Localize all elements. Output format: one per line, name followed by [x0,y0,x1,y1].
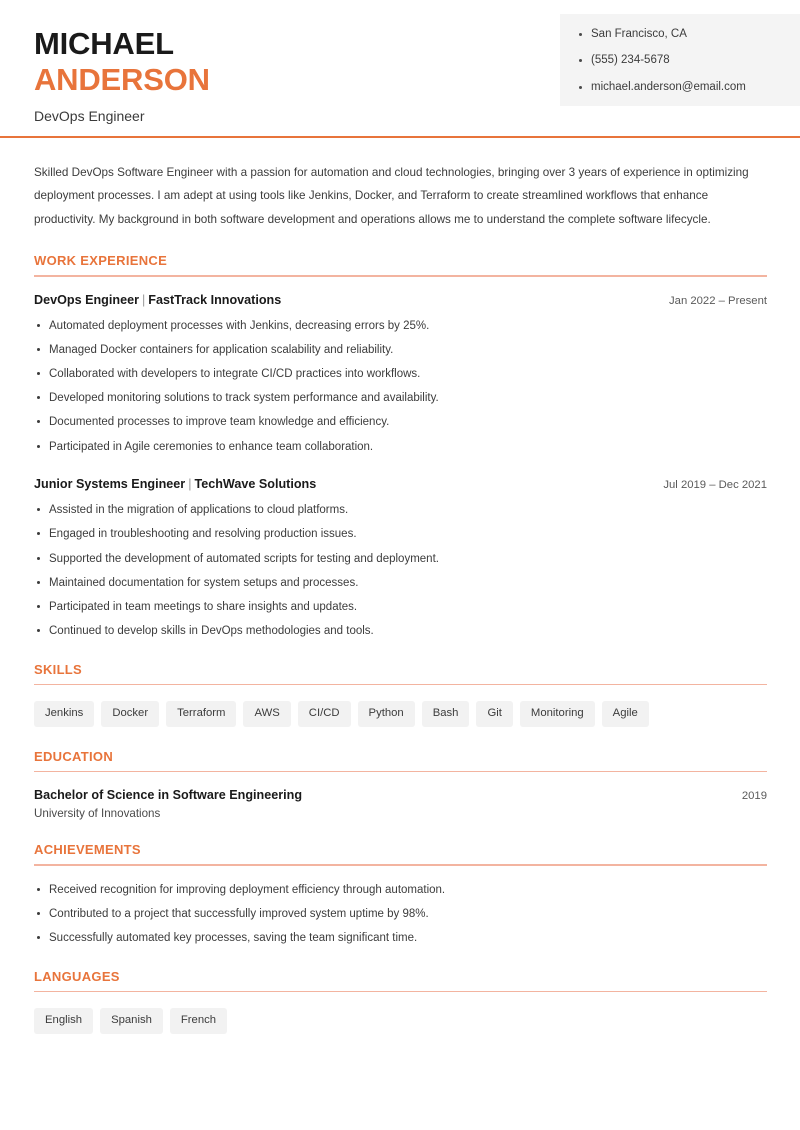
section-education [34,749,767,821]
bullet-item: Managed Docker containers for application scalability and reliability. [34,342,767,359]
section-achievements [34,842,767,947]
contact-phone-text: (555) 234-5678 [591,54,670,67]
first-name: MICHAEL [34,26,174,61]
experience-bullets [34,502,767,640]
contact-item-phone [578,54,786,68]
experience-date: Jul 2019 – Dec 2021 [663,479,767,492]
experience-company: TechWave Solutions [194,477,317,492]
education-entry [34,788,767,820]
experience-date: Jan 2022 – Present [669,294,767,307]
header-identity [0,0,210,124]
header-divider [0,136,800,138]
job-title: DevOps Engineer [34,108,145,125]
skill-chip: CI/CD [298,701,351,726]
experience-entry-head [34,293,767,307]
bullet-item: Engaged in troubleshooting and resolving production issues. [34,526,767,543]
contact-item-email[interactable] [578,81,786,95]
bullet-item: Developed monitoring solutions to track system performance and availability. [34,390,767,407]
skill-chip: Agile [602,701,649,726]
title-separator: | [188,477,192,492]
section-title-education: EDUCATION [34,748,114,764]
skill-chip: Jenkins [34,701,94,726]
language-chip: French [170,1008,227,1033]
contact-item-location [578,28,786,42]
language-chip: Spanish [100,1008,163,1033]
skill-chip: AWS [243,701,290,726]
experience-bullets [34,318,767,456]
last-name: ANDERSON [34,61,210,97]
bullet-item: Assisted in the migration of applications to cloud platforms. [34,502,767,519]
section-work-experience [34,253,767,640]
professional-summary: Skilled DevOps Software Engineer with a passion for automation and cloud technologies, bringing over 3 years of experience in optimizing deployment processes. I am adept at using tools like Jenkins, Docker, and Terraform to create streamlined workflows that enhance productivity. My background in both software development and operations allows me to understand the complete software lifecycle. [34,166,749,226]
section-rule [34,275,767,277]
experience-role: DevOps Engineer [34,292,139,307]
section-title-work-experience: WORK EXPERIENCE [34,253,168,269]
skill-chip: Bash [422,701,470,726]
resume-body [0,161,800,1034]
bullet-item: Collaborated with developers to integrate CI/CD practices into workflows. [34,366,767,383]
section-rule [34,991,767,993]
skill-chip: Python [358,701,415,726]
section-languages [34,969,767,1034]
section-title-achievements: ACHIEVEMENTS [34,842,141,858]
experience-role: Junior Systems Engineer [34,477,186,492]
language-chip: English [34,1008,93,1033]
title-separator: | [141,292,146,307]
resume-header [0,0,800,137]
bullet-item: Maintained documentation for system setups and processes. [34,575,767,592]
section-rule [34,864,767,866]
education-degree: Bachelor of Science in Software Engineering [34,788,303,803]
contact-list [578,28,786,94]
education-entry-head [34,788,767,802]
bullet-item: Continued to develop skills in DevOps methodologies and tools. [34,623,767,640]
bullet-item: Participated in Agile ceremonies to enhance team collaboration. [34,439,767,456]
contact-location-text: San Francisco, CA [591,28,687,40]
bullet-item: Received recognition for improving deployment efficiency through automation. [34,882,767,899]
bullet-item: Participated in team meetings to share insights and updates. [34,599,767,616]
skill-chip: Docker [101,701,159,726]
bullet-item: Automated deployment processes with Jenkins, decreasing errors by 25%. [34,318,767,335]
skill-chip: Git [476,701,512,726]
experience-entry [34,477,767,640]
experience-company: FastTrack Innovations [148,292,282,307]
experience-title [34,477,316,491]
section-rule [34,684,767,686]
full-name [34,26,210,97]
experience-title [34,293,281,307]
skill-chip: Monitoring [520,701,595,726]
bullet-item: Contributed to a project that successfully improved system uptime by 98%. [34,906,767,923]
skill-chip: Terraform [166,701,236,726]
experience-entry [34,293,767,456]
contact-email-text: michael.anderson@email.com [591,80,746,93]
section-title-skills: SKILLS [34,661,83,677]
bullet-item: Documented processes to improve team knowledge and efficiency. [34,414,767,431]
skills-chip-list [34,701,767,726]
education-date: 2019 [741,790,767,803]
education-school: University of Innovations [34,807,161,821]
section-title-languages: LANGUAGES [34,968,120,984]
bullet-item: Supported the development of automated scripts for testing and deployment. [34,551,767,568]
experience-entry-head [34,477,767,491]
contact-box [560,14,800,106]
languages-chip-list [34,1008,767,1033]
section-skills [34,662,767,727]
bullet-item: Successfully automated key processes, saving the team significant time. [34,930,767,947]
achievements-list [34,882,767,947]
section-rule [34,771,767,773]
